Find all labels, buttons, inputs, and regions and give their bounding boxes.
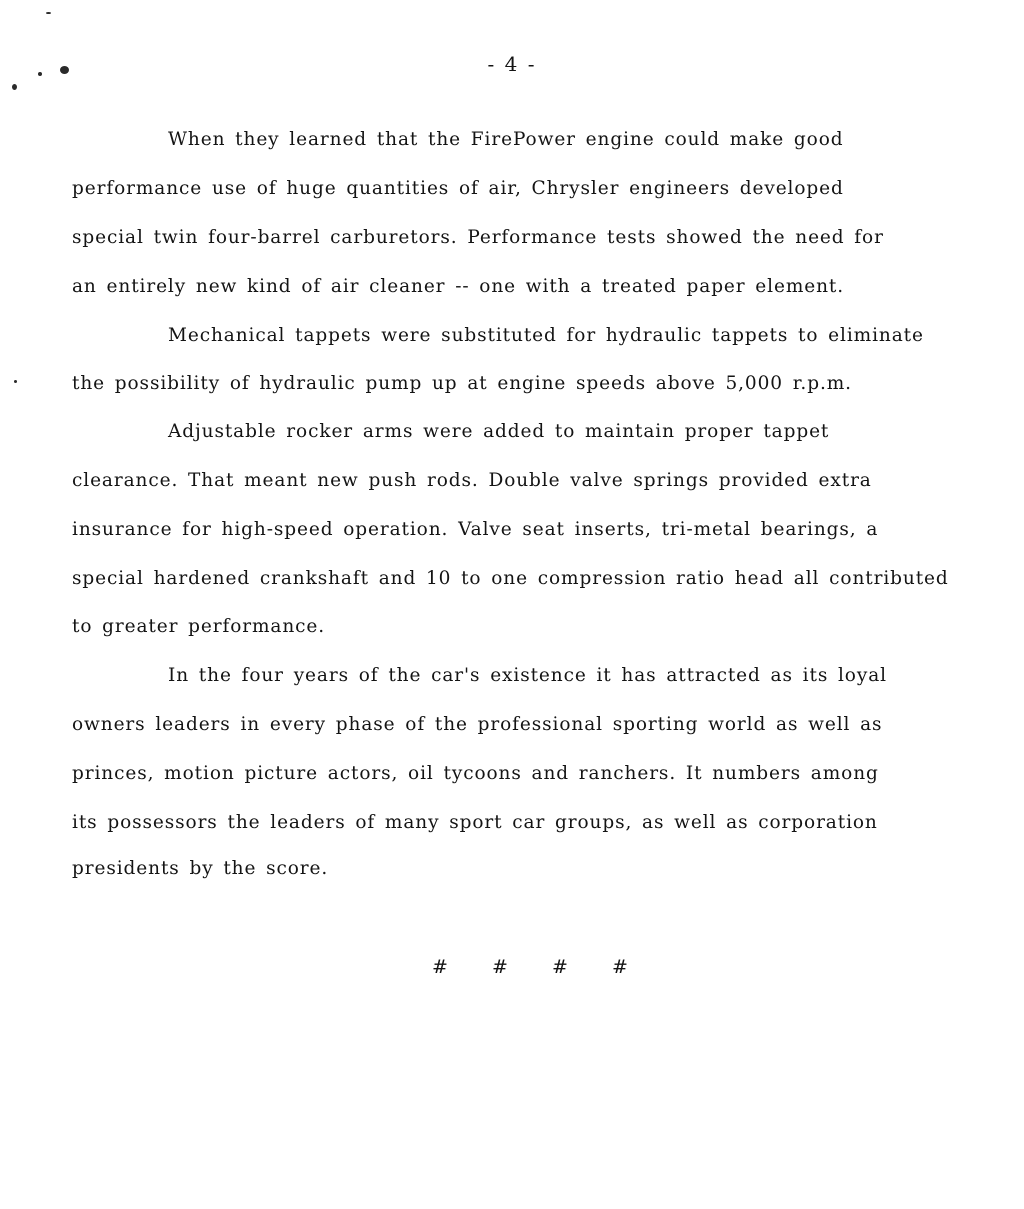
paragraph-1-line-1: When they learned that the FirePower engine could make good [168, 129, 844, 150]
end-mark: # [612, 956, 628, 978]
paragraph-2-line-1: Mechanical tappets were substituted for hydraulic tappets to eliminate [168, 325, 924, 346]
paragraph-4-line-3: princes, motion picture actors, oil tycoons and ranchers. It numbers among [72, 763, 879, 784]
scan-speck [12, 84, 17, 90]
paragraph-3-line-4: special hardened crankshaft and 10 to one compression ratio head all contributed [72, 568, 949, 589]
paragraph-3-line-1: Adjustable rocker arms were added to maintain proper tappet [168, 421, 830, 442]
paragraph-4-line-4: its possessors the leaders of many sport car groups, as well as corporation [72, 812, 878, 833]
page-number: - 4 - [487, 52, 537, 76]
paragraph-1-line-3: special twin four-barrel carburetors. Performance tests showed the need for [72, 227, 884, 248]
paragraph-4-line-2: owners leaders in every phase of the professional sporting world as well as [72, 714, 883, 735]
paragraph-4-line-1: In the four years of the car's existence it has attracted as its loyal [168, 665, 887, 686]
paragraph-3-line-2: clearance. That meant new push rods. Double valve springs provided extra [72, 470, 872, 491]
paragraph-1-line-4: an entirely new kind of air cleaner -- one with a treated paper element. [72, 276, 845, 297]
paragraph-4-line-5: presidents by the score. [72, 858, 329, 879]
paragraph-3-line-5: to greater performance. [72, 616, 326, 637]
end-mark: # [552, 956, 568, 978]
end-mark: # [492, 956, 508, 978]
paragraph-1-line-2: performance use of huge quantities of air, Chrysler engineers developed [72, 178, 844, 199]
paragraph-2-line-2: the possibility of hydraulic pump up at engine speeds above 5,000 r.p.m. [72, 373, 852, 394]
end-mark: # [432, 956, 448, 978]
paragraph-3-line-3: insurance for high-speed operation. Valve seat inserts, tri-metal bearings, a [72, 519, 879, 540]
scan-speck [14, 380, 17, 383]
scan-speck [46, 12, 51, 14]
